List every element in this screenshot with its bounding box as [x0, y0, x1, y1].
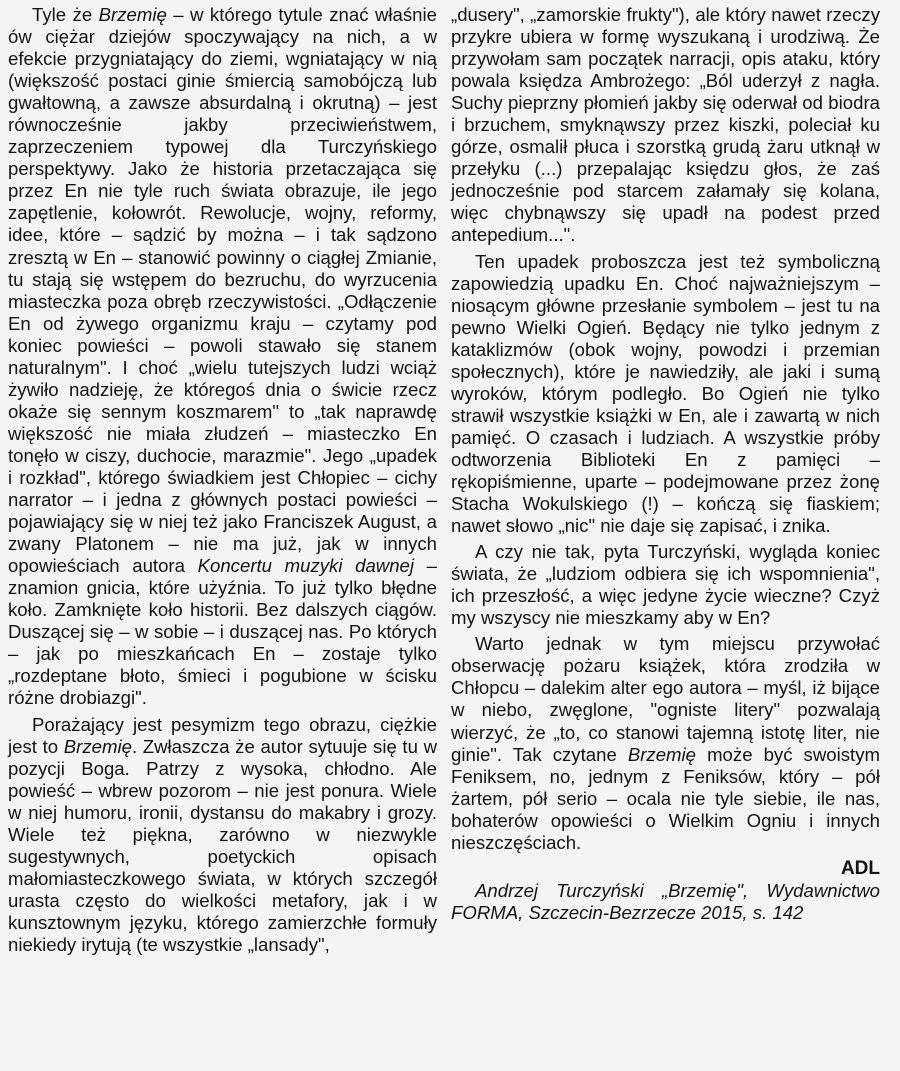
- text-run: Warto jednak w tym miejscu przywołać obserwację pożaru książek, która zrodziła w Chłopcu – dalekim alter ego autora – myśl, iż bijące w niebo, zwęglone, "ogniste litery" pozwalają wierzyć, że „to, co stanowi tajemną istotę liter, nie ginie". Tak czytane: [451, 633, 880, 765]
- text-run: może być swoistym Feniksem, no, jednym z Feniksów, który – pół żartem, pół serio – ocala nie tyle siebie, ile nas, bohaterów opowieści o Wielkim Ogniu i innych nieszczęściach.: [451, 743, 880, 853]
- paragraph: [8, 4, 437, 710]
- paragraph: [451, 633, 880, 853]
- book-title: Brzemię: [98, 4, 167, 25]
- text-run: . Zwłaszcza że autor sytuuje się tu w pozycji Boga. Patrzy z wysoka, chłodno. Ale powieść – wbrew pozorom – nie jest ponura. Wiele w niej humoru, ironii, dystansu do makabry i grozy. Wiele też piękna, zarówno w niezwykle sugestywnych, poetyckich opisach małomiasteczkowego świata, w których szczegół urasta często do wielkości metafory, jak i w kunsztownym języku, którego zamierzchłe formuły niekiedy irytują (te wszystkie „lansady",: [8, 735, 438, 955]
- paragraph: [8, 714, 437, 957]
- paragraph-continued: „dusery", „zamorskie frukty"), ale który nawet rzeczy przykre ubiera w formę wyszukaną i urodziwą. Że przywołam sam początek narracji, opis ataku, który powala księdza Ambrożego: „Ból uderzył z nagła. Suchy pieprzny płomień jakby się oderwał od biodra i brzuchem, smyknąwszy przez kiszki, poleciał ku górze, osmalił płuca i szorstką grudą żaru utknął w przełyku (...) przepalając księdzu głos, że zaś jednocześnie pod starcem załamały się kolana, więc chybnąwszy się upadł na podest przed antepedium...".: [451, 4, 880, 246]
- text-run: Porażający jest pesymizm tego obrazu, ciężkie jest to: [8, 713, 437, 757]
- book-title: Brzemię: [627, 743, 697, 765]
- author-signature: ADL: [840, 857, 880, 879]
- book-source-note: Andrzej Turczyński „Brzemię", Wydawnictwo FORMA, Szczecin-Bezrzecze 2015, s. 142: [451, 879, 880, 923]
- column-right: [451, 4, 880, 1071]
- paragraph: A czy nie tak, pyta Turczyński, wygląda koniec świata, że „ludziom odbiera się ich wspomnienia", ich przeszłość, a więc jedyne życie wieczne? Czyż my wszyscy nie mieszkamy aby w En?: [451, 541, 880, 629]
- book-title: Koncertu muzyki dawnej: [197, 555, 415, 577]
- text-run: – w którego tytule znać właśnie ów ciężar dziejów spoczywający na nich, a w efekcie przygniatający do ziemi, wgniatający w nią (większość postaci ginie śmiercią samobójczą lub gwałtowną, a zawsze absurdalną i okrutną) – jest równocześnie jakby przeciwieństwem, zaprzeczeniem typowej dla Turczyńskiego perspektywy. Jako że historia przetaczająca się przez En nie tyle ruch świata obrazuje, ile jego zapętlenie, kołowrót. Rewolucje, wojny, reformy, idee, które – sądzić by można – i tak sądzono zresztą w En – stanowić powinny o ciągłej Zmianie, tu stają się wstępem do bezruchu, do wyrzucenia miasteczka poza obręb rzeczywistości. „Odłączenie En od żywego organizmu kraju – czytamy pod koniec powieści – powoli stawało się stanem naturalnym". I choć „wielu tutejszych ludzi wciąż żywiło nadzieję, że któregoś dnia o świcie rzecz okaże się sennym koszmarem" to „tak naprawdę większość nie miała złudzeń – miasteczko En tonęło w ciszy, duchocie, marazmie". Jego „upadek i rozkład", którego świadkiem jest Chłopiec – cichy narrator – i jedna z głównych postaci powieści – pojawiający się w niej też jako Franciszek August, a zwany Platonem – nie ma już, jak w innych opowieściach autora: [8, 4, 437, 577]
- book-title: Brzemię: [63, 735, 132, 757]
- paragraph: Ten upadek proboszcza jest też symboliczną zapowiedzią upadku En. Choć najważniejszym – niosącym główne przesłanie symbolem – jest tu na pewno Wielki Ogień. Będący nie tylko jednym z kataklizmów (obok wojny, powodzi i przemian społecznych), które je nawiedziły, ale jaki i sumą wyroków, którym podległo. Bo Ogień nie tylko strawił wszystkie książki w En, ale i zawartą w nich pamięć. O czasach i ludziach. A wszystkie próby odtworzenia Biblioteki En z pamięci – rękopiśmienne, uparte – podejmowane przez żonę Stacha Wokulskiego (!) – kończą się fiaskiem; nawet słowo „nic" nie daje się zapisać, i znika.: [451, 250, 880, 537]
- text-run: Tyle że: [32, 4, 99, 25]
- column-left: [8, 4, 437, 1071]
- text-run: – znamion gnicia, które użyźnia. To już tylko błędne koło. Zamknięte koło historii. Bez dalszych ciągów. Duszącej się – w sobie – i duszącej nas. Po których – jak po mieszkańcach En – zostaje tylko „rozdeptane błoto, śmieci i pogubione w ścisku różne drobiazgi".: [8, 555, 437, 709]
